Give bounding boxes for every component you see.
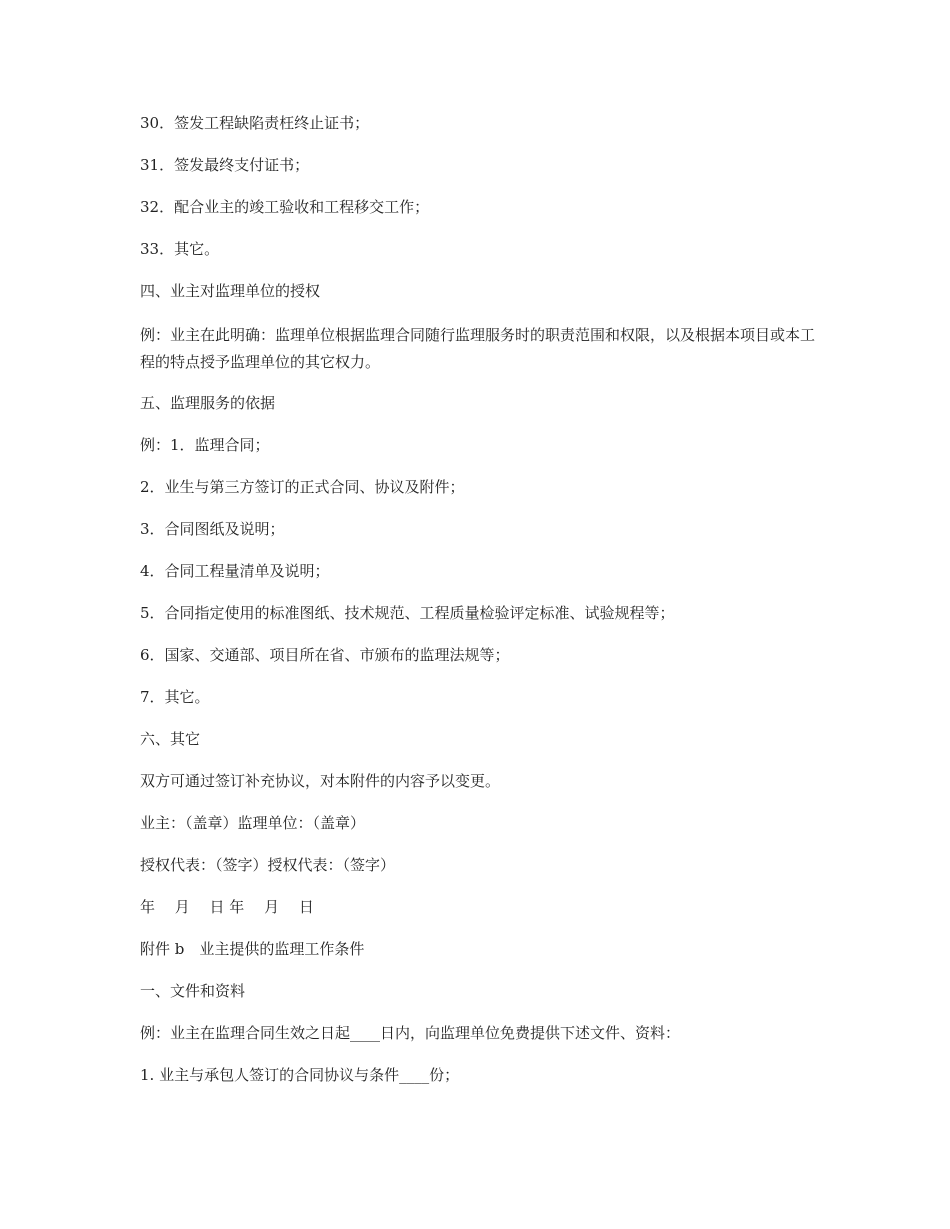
signature-seal-line: 业主：（盖章）监理单位：（盖章） bbox=[140, 814, 366, 832]
section-heading-documents: 一、文件和资料 bbox=[140, 982, 246, 1000]
list-item-31: 31．签发最终支付证书； bbox=[140, 156, 310, 174]
paragraph-amendment: 双方可通过签订补充协议，对本附件的内容予以变更。 bbox=[140, 772, 501, 790]
signature-representative-line: 授权代表：（签字）授权代表：（签字） bbox=[140, 856, 396, 874]
document-body bbox=[140, 112, 820, 1106]
basis-item-7: 7．其它。 bbox=[140, 688, 210, 706]
basis-item-3: 3．合同图纸及说明； bbox=[140, 520, 285, 538]
basis-item-5: 5．合同指定使用的标准图纸、技术规范、工程质量检验评定标准、试验规程等； bbox=[140, 604, 675, 622]
basis-item-2: 2．业生与第三方签订的正式合同、协议及附件； bbox=[140, 478, 465, 496]
list-item-33: 33．其它。 bbox=[140, 240, 220, 258]
list-item-32: 32．配合业主的竣工验收和工程移交工作； bbox=[140, 198, 430, 216]
list-item-30: 30．签发工程缺陷责枉终止证书； bbox=[140, 114, 370, 132]
paragraph-documents-provision: 例：业主在监理合同生效之日起____日内，向监理单位免费提供下述文件、资料： bbox=[140, 1024, 681, 1042]
basis-item-6: 6．国家、交通部、项目所在省、市颁布的监理法规等； bbox=[140, 646, 510, 664]
basis-item-4: 4．合同工程量清单及说明； bbox=[140, 562, 330, 580]
paragraph-authorization: 例：业主在此明确：监理单位根据监理合同随行监理服务时的职责范围和权限，以及根据本项目或本工程的特点授予监理单位的其它权力。 bbox=[140, 326, 816, 371]
section-heading-6: 六、其它 bbox=[140, 730, 201, 748]
section-heading-5: 五、监理服务的依据 bbox=[140, 394, 276, 412]
section-heading-4: 四、业主对监理单位的授权 bbox=[140, 282, 321, 300]
signature-date-line: 年 月 日 年 月 日 bbox=[140, 898, 314, 916]
documents-item-1: 1. 业主与承包人签订的合同协议与条件____份； bbox=[140, 1066, 460, 1084]
basis-item-1: 例：1．监理合同； bbox=[140, 436, 270, 454]
appendix-b-title: 附件 b 业主提供的监理工作条件 bbox=[140, 940, 365, 958]
